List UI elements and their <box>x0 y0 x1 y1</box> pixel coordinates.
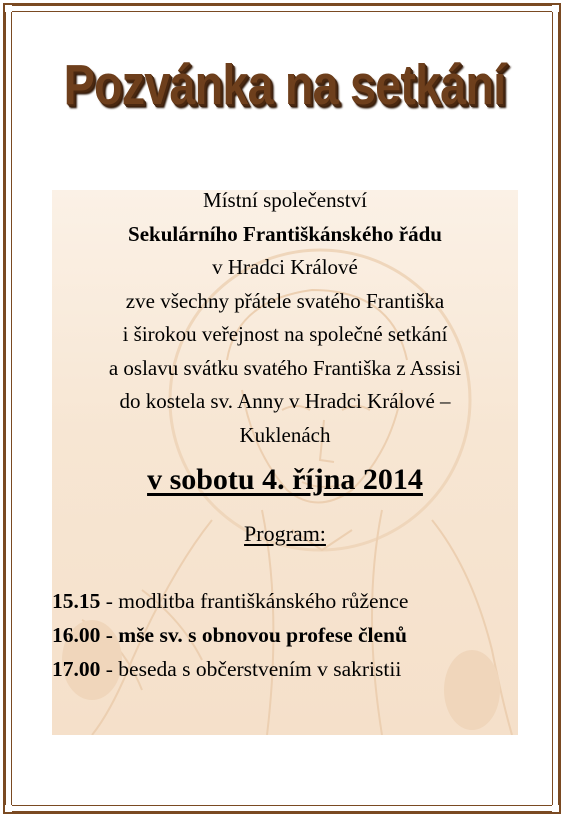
program-item <box>52 618 518 652</box>
intro-line: zve všechny přátele svatého Františka <box>125 288 445 313</box>
program-item-text: - modlitba františkánského růžence <box>100 589 409 613</box>
program-item-time: 17.00 <box>52 657 101 681</box>
frame-corner-top-left <box>3 3 12 12</box>
program-item-text: - beseda s občerstvením v sakristii <box>100 657 402 681</box>
intro-line-order-name: Sekulárního Františkánského řádu <box>128 221 442 246</box>
invitation-text <box>52 184 518 550</box>
frame-corner-top-right <box>552 3 561 12</box>
program-heading: Program: <box>244 521 326 546</box>
intro-line: Místní společenství <box>203 188 367 212</box>
frame-corner-bottom-left <box>3 805 12 814</box>
intro-line: Kuklenách <box>239 422 331 447</box>
invitation-title: Pozvánka na setkání <box>63 53 506 117</box>
program-item-time: 16.00 <box>52 623 101 647</box>
program-item <box>52 584 518 618</box>
intro-line: v Hradci Králové <box>212 255 358 279</box>
program-list <box>52 584 518 686</box>
intro-line: a oslavu svátku svatého Františka z Assisi <box>108 355 462 380</box>
event-date: v sobotu 4. října 2014 <box>147 463 423 496</box>
program-item-text: - mše sv. s obnovou profese členů <box>100 623 407 647</box>
program-item-time: 15.15 <box>52 589 101 613</box>
intro-line: do kostela sv. Anny v Hradci Králové – <box>119 389 451 413</box>
frame-corner-bottom-right <box>552 805 561 814</box>
program-item <box>52 652 518 686</box>
intro-line: i širokou veřejnost na společné setkání <box>122 322 448 346</box>
